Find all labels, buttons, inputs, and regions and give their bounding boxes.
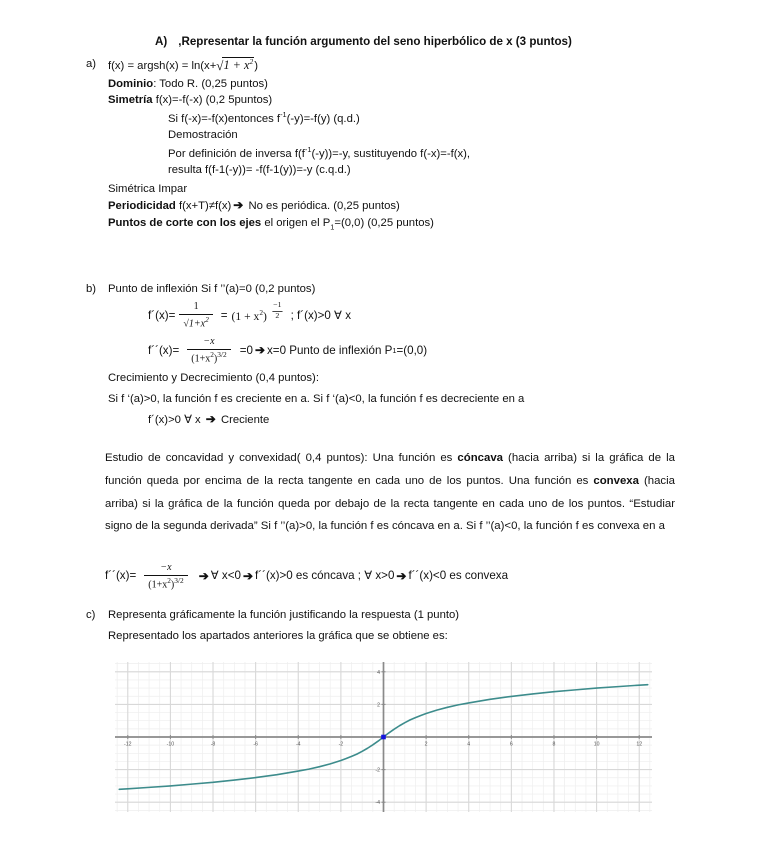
d2-equals-zero: =0 <box>239 343 253 357</box>
section-c-row-1 <box>86 608 726 622</box>
d1-numerator: 1 <box>193 301 199 313</box>
d2-den-exp2: 3/2 <box>217 349 227 359</box>
radicand-exponent: 2 <box>249 57 254 66</box>
dominio-text: : Todo R. (0,25 puntos) <box>153 77 268 90</box>
concavity-paragraph <box>105 447 675 538</box>
cortes-subscript: 1 <box>330 222 335 231</box>
d1-lhs: f´(x)= <box>148 308 176 322</box>
section-a <box>86 57 726 234</box>
para-part-1: Estudio de concavidad y convexidad( 0,4 puntos): Una función es <box>105 452 458 464</box>
crecimiento-result <box>86 412 726 427</box>
cortes-line <box>86 216 726 232</box>
simetria-label: Simetría <box>108 94 153 107</box>
inverse-exponent: -1 <box>280 110 287 120</box>
svg-text:2: 2 <box>377 702 380 709</box>
crecimiento-title: Crecimiento y Decrecimiento (0,4 puntos): <box>108 372 319 385</box>
d1-rhs-base-exponent: 2 <box>259 307 264 317</box>
inflexion-row <box>86 282 726 296</box>
arrow-right-icon-4: ➔ <box>198 569 209 584</box>
function-graph <box>107 658 660 818</box>
simetria-condition-a: Si f(-x)=-f(x)entonces f <box>168 112 281 125</box>
arrow-right-icon: ➔ <box>233 198 244 213</box>
dominio-line <box>86 77 726 91</box>
arrow-right-icon-5: ➔ <box>242 569 254 584</box>
d1-exp-den: 2 <box>272 311 282 321</box>
convexa-keyword: convexa <box>593 474 639 487</box>
d2-tail-sub: 1 <box>392 346 397 356</box>
crecimiento-result-a: f´(x)>0 ∀ x <box>148 413 204 426</box>
periodicidad-label: Periodicidad <box>108 200 176 213</box>
simetria-line <box>86 93 726 107</box>
definicion-inversa-line <box>86 145 726 161</box>
svg-text:12: 12 <box>636 741 643 748</box>
first-derivative-formula <box>86 299 726 333</box>
svg-text:-2: -2 <box>375 767 380 774</box>
d1-fraction <box>179 302 212 329</box>
cortes-text-a: el origen el P <box>261 216 331 229</box>
fc-denominator <box>144 575 187 591</box>
radicand <box>222 57 254 72</box>
d1-equals: = <box>220 308 228 322</box>
fc-numerator: −x <box>160 562 172 573</box>
d2-den-exp: 2 <box>210 349 214 359</box>
fx-prefix: f(x) = argsh(x) = ln(x+ <box>108 60 217 73</box>
fc-fraction <box>144 563 187 590</box>
d1-den-text: 1+x <box>188 318 206 330</box>
d2-den-b: ) <box>213 352 218 364</box>
fx-suffix: ) <box>254 60 258 73</box>
svg-text:10: 10 <box>593 741 600 748</box>
title-marker: A) <box>155 35 168 48</box>
demostracion-heading: Demostración <box>168 129 238 142</box>
arrow-right-icon-2: ➔ <box>254 343 265 358</box>
svg-text:-2: -2 <box>338 741 344 748</box>
second-derivative-formula <box>86 337 726 364</box>
svg-text:-10: -10 <box>166 741 175 748</box>
page-title <box>155 35 572 49</box>
svg-text:8: 8 <box>552 741 556 748</box>
arrow-right-icon-3: ➔ <box>205 411 216 426</box>
svg-text:4: 4 <box>467 741 471 748</box>
fx-definition <box>108 57 258 74</box>
d1-rhs-close: ) <box>263 309 267 323</box>
d1-denominator <box>179 314 212 330</box>
concava-keyword: cóncava <box>457 452 503 464</box>
simetrica-impar-line: Simétrica Impar <box>108 182 188 195</box>
fc-den-a: (1+x <box>148 578 168 590</box>
fc-lhs: f´´(x)= <box>105 569 137 583</box>
radical-icon: √ <box>216 58 224 74</box>
d2-den-a: (1+x <box>191 352 211 364</box>
inverse-exponent-2: -1 <box>304 145 312 155</box>
d1-rhs-base <box>232 308 267 324</box>
fx-definition-row <box>86 57 726 74</box>
periodicidad-text-a: f(x+T)≠f(x) <box>175 200 232 213</box>
svg-text:-4: -4 <box>295 741 301 748</box>
d2-fraction <box>187 337 230 364</box>
crecimiento-result-b: Creciente <box>217 413 270 426</box>
section-a-marker: a) <box>86 58 97 70</box>
d1-exp-num: −1 <box>273 300 282 310</box>
resulta-line: resulta f(f-1(-y))= -f(f-1(y))=-y (c.q.d.) <box>168 164 351 177</box>
d1-den-exponent: 2 <box>205 314 209 324</box>
dominio-label: Dominio <box>108 77 154 90</box>
para-part-3: (hacia arriba) si la gráfica de la función queda por debajo de la recta tangente en cada uno de los puntos. “Estudiar signo de la segunda derivada” Si f ’’(a)>0, la función f es cóncava en a. Si f ’’(a)<0, la función f es convexa en a <box>105 474 675 533</box>
svg-text:-12: -12 <box>124 741 132 748</box>
periodicidad-line <box>86 198 726 213</box>
definicion-inversa-b: (-y))=-y, sustituyendo f(-x)=-f(x), <box>311 147 471 160</box>
d1-den-radical-icon: √ <box>183 318 189 330</box>
d1-tail: ; f´(x)>0 ∀ x <box>290 308 351 322</box>
inflexion-text: Punto de inflexión Si f ’’(a)=0 (0,2 puntos) <box>108 283 316 295</box>
section-c-line-1: Representa gráficamente la función justificando la respuesta (1 punto) <box>108 609 460 621</box>
d2-lhs: f´´(x)= <box>148 343 180 357</box>
simetria-text: f(x)=-f(-x) (0,2 5puntos) <box>152 94 273 107</box>
arrow-right-icon-6: ➔ <box>396 569 407 584</box>
d1-rhs-base-text: (1 + x <box>231 309 260 323</box>
section-c <box>86 608 726 650</box>
d2-numerator: −x <box>203 336 215 348</box>
svg-text:-4: -4 <box>375 800 380 807</box>
fc-den-exp2: 3/2 <box>174 575 184 585</box>
cortes-text-b: =(0,0) (0,25 puntos) <box>334 216 434 229</box>
d2-tail-a: x=0 Punto de inflexión P <box>267 343 393 357</box>
section-c-line-2: Representado los apartados anteriores la gráfica que se obtiene es: <box>108 630 448 643</box>
periodicidad-text-b: No es periódica. (0,25 puntos) <box>245 200 400 213</box>
simetria-condition-b: (-y)=-f(y) (q.d.) <box>286 112 360 125</box>
crecimiento-rule: Si f ‘(a)>0, la función f es creciente en a. Si f ‘(a)<0, la función f es decreciente en a <box>108 392 525 405</box>
fc-mid-b: f´´(x)>0 es cóncava ; ∀ x>0 <box>255 569 395 583</box>
d2-tail-b: =(0,0) <box>396 343 428 357</box>
fc-mid-a: ∀ x<0 <box>210 569 241 583</box>
concavity-sign-formula <box>105 563 508 590</box>
d1-exponent-fraction <box>270 302 285 321</box>
fc-den-exp: 2 <box>167 575 171 585</box>
para-part-2: (hacia arriba) si la gráfica de la función queda por encima de la recta tangente en cada uno de los puntos. Una función es <box>105 452 675 487</box>
section-c-marker: c) <box>86 609 96 621</box>
svg-text:6: 6 <box>509 741 513 748</box>
simetria-condition-line <box>86 110 726 126</box>
fc-den-b: ) <box>170 578 175 590</box>
svg-text:-6: -6 <box>253 741 258 748</box>
fc-mid-c: f´´(x)<0 es convexa <box>408 569 509 583</box>
cortes-label: Puntos de corte con los ejes <box>108 216 262 229</box>
section-b <box>86 282 726 430</box>
svg-text:4: 4 <box>377 669 380 676</box>
d2-denominator <box>187 349 230 365</box>
section-b-marker: b) <box>86 283 97 295</box>
graph-svg <box>107 658 660 818</box>
svg-text:2: 2 <box>424 741 428 748</box>
radicand-text: 1 + x <box>223 58 250 73</box>
definicion-inversa-a: Por definición de inversa f(f <box>168 147 305 160</box>
svg-text:-8: -8 <box>210 741 216 748</box>
title-text: ,Representar la función argumento del seno hiperbólico de x (3 puntos) <box>178 35 572 48</box>
